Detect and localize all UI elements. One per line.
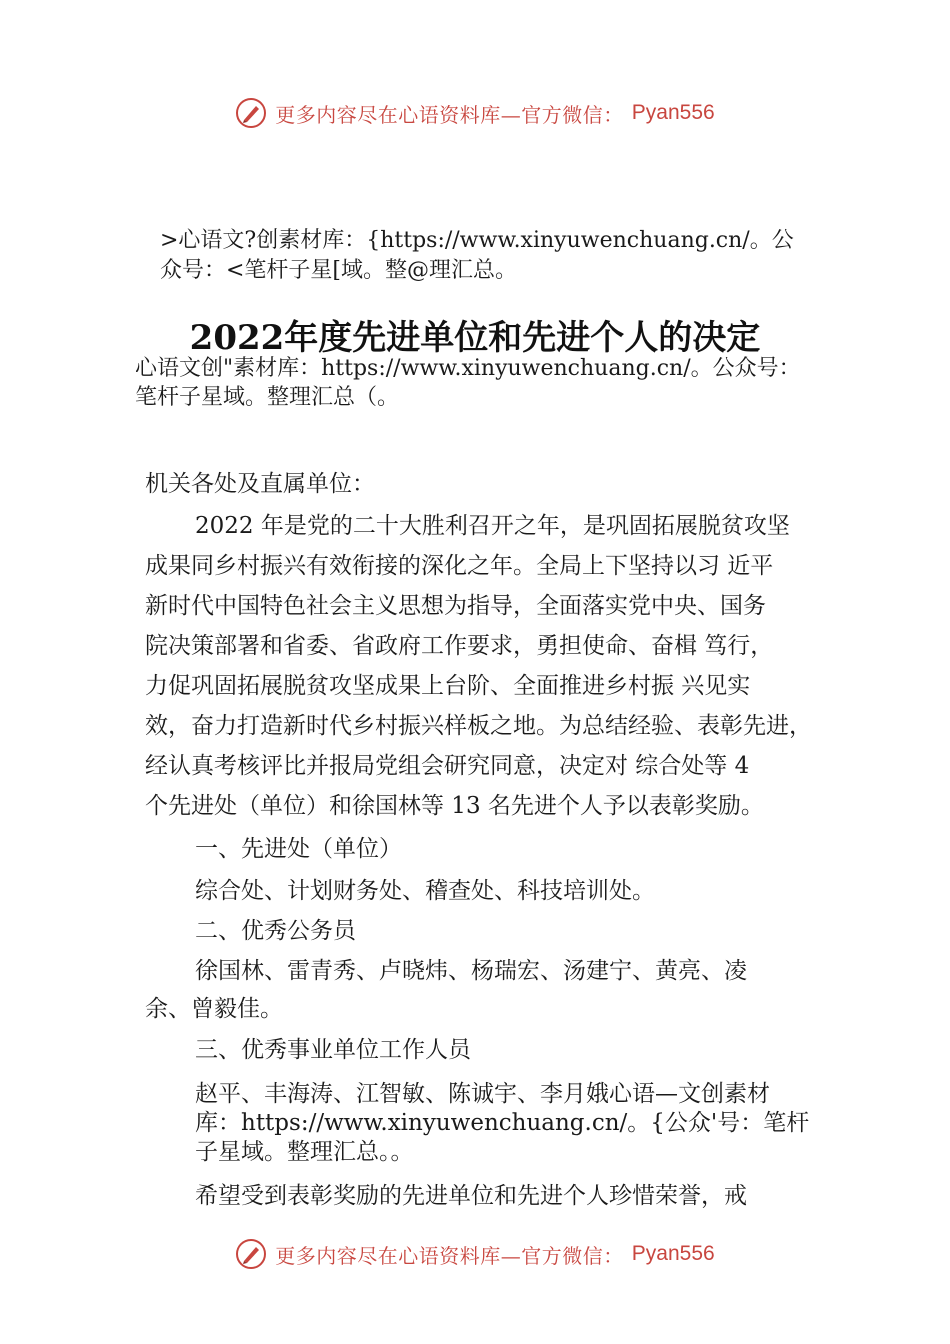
banner-text: 更多内容尽在心语资料库—官方微信： xyxy=(275,102,624,127)
salutation: 机关各处及直属单位： xyxy=(145,471,375,497)
document-title: 2022年度先进单位和先进个人的决定 xyxy=(189,318,761,358)
section2-line-2: 余、曾毅佳。 xyxy=(145,996,283,1022)
para1-line: 个先进处（单位）和徐国林等 13 名先进个人予以表彰奖励。 xyxy=(145,793,764,819)
para1-line: 力促巩固拓展脱贫攻坚成果上台阶、全面推进乡村振 兴见实 xyxy=(145,673,751,699)
section3-line-2: 库：https://www.xinyuwenchuang.cn/。{公众'号：笔杆 xyxy=(195,1110,810,1136)
footer-banner xyxy=(0,1234,950,1274)
para1-line: 院决策部署和省委、省政府工作要求，勇担使命、奋楫 笃行， xyxy=(145,633,774,659)
section3-heading: 三、优秀事业单位工作人员 xyxy=(195,1037,471,1063)
para1-line: 成果同乡村振兴有效衔接的深化之年。全局上下坚持以习 近平 xyxy=(145,553,774,579)
banner-wechat-id: Pyan556 xyxy=(631,101,715,124)
closing-line: 希望受到表彰奖励的先进单位和先进个人珍惜荣誉，戒 xyxy=(195,1183,747,1209)
section1-content: 综合处、计划财务处、稽查处、科技培训处。 xyxy=(195,878,655,904)
para1-line: 2022 年是党的二十大胜利召开之年，是巩固拓展脱贫攻坚 xyxy=(195,513,790,539)
watermark-line-1: >心语文?创素材库：{https://www.xinyuwenchuang.cn/。公 xyxy=(160,228,794,253)
pen-logo-icon xyxy=(235,1238,267,1270)
header-banner xyxy=(0,93,950,133)
para1-line: 效，奋力打造新时代乡村振兴样板之地。为总结经验、表彰先进， xyxy=(145,713,812,739)
section1-heading: 一、先进处（单位） xyxy=(195,836,402,862)
section2-line-1: 徐国林、雷青秀、卢晓炜、杨瑞宏、汤建宁、黄亮、凌 xyxy=(195,958,747,984)
section2-heading: 二、优秀公务员 xyxy=(195,918,356,944)
sub-watermark-line-1: 心语文创"素材库：https://www.xinyuwenchuang.cn/。公众号： xyxy=(135,356,801,381)
section3-line-1: 赵平、丰海涛、江智敏、陈诚宇、李月娥心语—文创素材 xyxy=(195,1081,770,1107)
section3-line-3: 子星域。整理汇总。。 xyxy=(195,1139,414,1165)
banner-wechat-id: Pyan556 xyxy=(631,1242,715,1265)
watermark-line-2: 众号：<笔杆子星[域。整@理汇总。 xyxy=(160,258,518,283)
para1-line: 新时代中国特色社会主义思想为指导，全面落实党中央、国务 xyxy=(145,593,766,619)
banner-text: 更多内容尽在心语资料库—官方微信： xyxy=(275,1243,624,1268)
para1-line: 经认真考核评比并报局党组会研究同意，决定对 综合处等 4 xyxy=(145,753,750,779)
sub-watermark-line-2: 笔杆子星域。整理汇总（。 xyxy=(135,385,400,410)
pen-logo-icon xyxy=(235,97,267,129)
